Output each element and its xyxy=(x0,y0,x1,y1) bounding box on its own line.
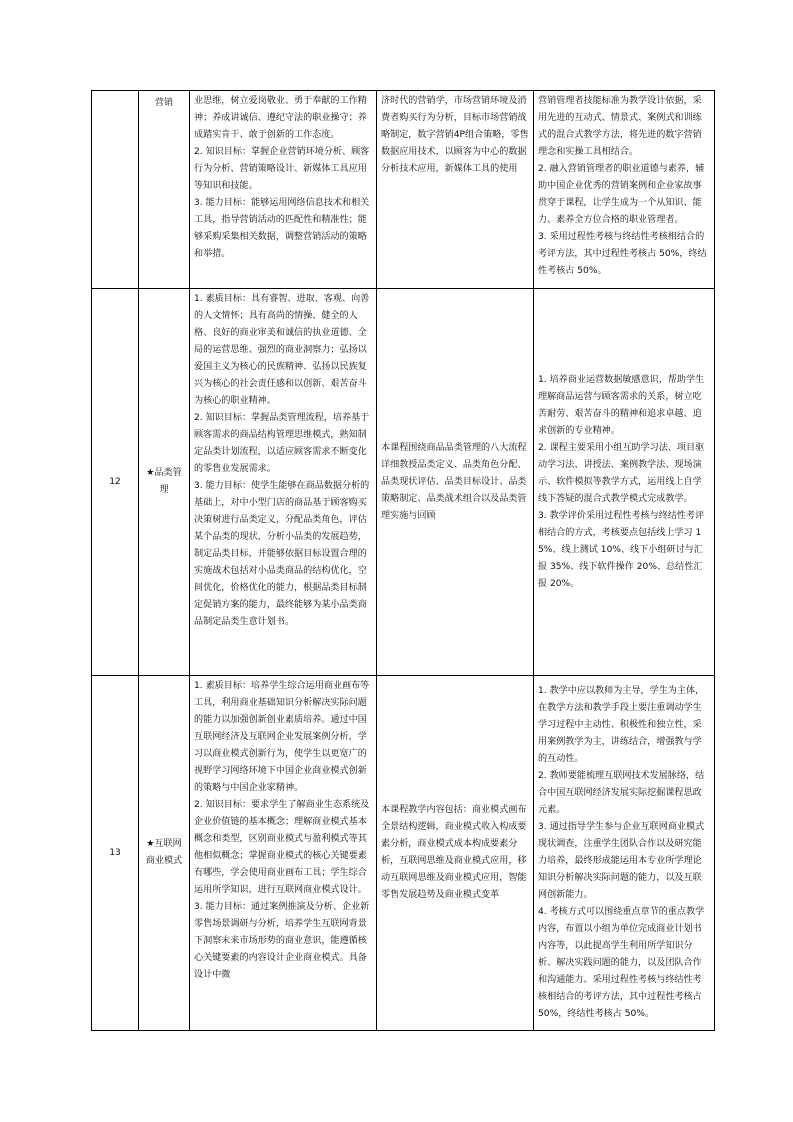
course-content xyxy=(377,289,534,676)
course-content xyxy=(377,91,534,289)
course-content xyxy=(377,676,534,1031)
course-goals xyxy=(190,289,377,676)
teaching-requirements xyxy=(534,289,715,676)
content-text: 本课程教学内容包括：商业模式画布全景结构逻辑，商业模式收入构成要素分析，商业模式成本构成要素分析，互联网思维及商业模式应用，移动互联网思维及商业模式应用，智能零售发展趋势及商业模式变革 xyxy=(381,805,527,900)
course-name: ★互联网商业模式 xyxy=(139,676,190,1031)
table-row xyxy=(92,91,715,289)
requirements-text: 1. 培养商业运营数据敏感意识，帮助学生理解商品运营与顾客需求的关系，树立吃苦耐劳、艰苦奋斗的精神和追求卓越、追求创新的专业精神。 2. 课程主要采用小组互助学习法、项目驱动学习法、讲授法、案例教学法、现场演示、软件模拟等教学方式，运用线上自学线下答疑的混合式教学模式完成教学。 3. 教学评价采用过程性考核与终结性考评相结合的方式，考核要点包括线上学习 15%、线上测试 10%、线下小组研讨与汇报 35%、线下软件操作 20%、总结性汇报 20%。 xyxy=(538,374,705,589)
teaching-requirements xyxy=(534,91,715,289)
goals-text: 业思维，树立爱岗敬业、勇于奉献的工作精神；养成讲诚信、遵纪守法的职业操守；养成踏实肯干、敢于创新的工作态度。 2. 知识目标：掌握企业营销环境分析、顾客行为分析、营销策略设计、新媒体工具应用等知识和技能。 3. 能力目标：能够运用网络信息技术和相关工具，指导营销活动的匹配性和精准性；能够采购采集相关数据，调整营销活动的策略和举措。 xyxy=(194,96,370,259)
requirements-text: 营销管理者技能标准为教学设计依据，采用先进的互动式、情景式、案例式和训练式的混合式教学方法，将先进的数字营销理念和实操工具相结合。 2. 融入营销管理者的职业道德与素养，辅助中国企业优秀的营销案例和企业家故事贯穿于课程，让学生成为一个从知识、能力、素养全方位合格的职业管理者。 3. 采用过程性考核与终结性考核相结合的考评方法，其中过程性考核占 50%，终结性考核占 50%。 xyxy=(538,96,707,276)
table-row xyxy=(92,676,715,1031)
curriculum-table xyxy=(91,90,715,1031)
content-text: 本课程围绕商品品类管理的八大流程详细教授品类定义、品类角色分配、品类现状评估、品类目标设计、品类策略制定、品类战术组合以及品类管理实施与回顾 xyxy=(381,442,527,521)
goals-text: 1. 素质目标：具有睿智、进取、客观、向善的人文情怀；具有高尚的情操、健全的人格、良好的商业审美和诚信的执业道德、全局的运营思维、强烈的商业洞察力；弘扬以爱国主义为核心的民族精神、弘扬以民族复兴为核心的社会责任感和以创新、艰苦奋斗为核心的职业精神。 2. 知识目标：掌握品类管理流程，培养基于顾客需求的商品结构管理思维模式，熟知制定品类计划流程，以适应顾客需求不断变化的零售业发展需求。 3. 能力目标：使学生能够在商品数据分析的基础上，对中小型门店的商品基于顾客购买决策树进行品类定义，分配品类角色，评估某个品类的现状，分析小品类的发展趋势，制定品类目标，并能够依据目标设置合理的实施战术包括对小品类商品的结构优化，空间优化，价格优化的能力，根据品类目标制定促销方案的能力，最终能够为某小品类商品制定品类生意计划书。 xyxy=(194,294,370,627)
requirements-text: 1. 教学中应以教师为主导，学生为主体，在教学方法和教学手段上要注重调动学生学习过程中主动性、积极性和独立性，采用案例教学为主，讲练结合，增强教与学的互动性。 2. 教师要能梳理互联网技术发展脉络，结合中国互联网经济发展实际挖掘课程思政元素。 3. 通过指导学生参与企业互联网商业模式现状调查，注重学生团队合作以及研究能力培养，最终形成能运用本专业所学理论知识分析解决实际问题的能力，以及互联网创新能力。 4. 考核方式可以围绕重点章节的重点教学内容，布置以小组为单位完成商业计划书内容等，以此提高学生利用所学知识分析、解决实践问题的能力，以及团队合作和沟通能力。采用过程性考核与终结性考核相结合的考评方法，其中过程性考核占 50%，终结性考核占 50%。 xyxy=(538,686,705,1019)
row-number xyxy=(92,91,139,289)
teaching-requirements xyxy=(534,676,715,1031)
course-name: 营销 xyxy=(139,91,190,289)
course-goals xyxy=(190,91,377,289)
row-number: 12 xyxy=(92,289,139,676)
course-goals xyxy=(190,676,377,1031)
course-name: ★品类管理 xyxy=(139,289,190,676)
goals-text: 1. 素质目标：培养学生综合运用商业画布等工具，利用商业基础知识分析解决实际问题的能力以加强创新创业素质培养。通过中国互联网经济及互联网企业发展案例分析，学习以商业模式创新行为，使学生以更宽广的视野学习网络环境下中国企业商业模式创新的策略与中国企业家精神。 2. 知识目标：要求学生了解商业生态系统及企业价值链的基本概念；理解商业模式基本概念和类型，区别商业模式与盈利模式等其他相似概念；掌握商业模式的核心关键要素有哪些，学会使用商业画布工具；学生综合运用所学知识，进行互联网商业模式设计。 3. 能力目标：通过案例推演及分析、企业新零售场景调研与分析，培养学生互联网背景下洞察未来市场形势的商业意识，能遵循核心关键要素的内容设计企业商业模式。具备设计中微 xyxy=(194,681,370,980)
table-row xyxy=(92,289,715,676)
row-number: 13 xyxy=(92,676,139,1031)
content-text: 济时代的营销学，市场营销环境及消费者购买行为分析，目标市场营销战略制定，数字营销4P组合策略，零售数据应用技术，以顾客为中心的数据分析技术应用，新媒体工具的使用 xyxy=(381,96,529,174)
